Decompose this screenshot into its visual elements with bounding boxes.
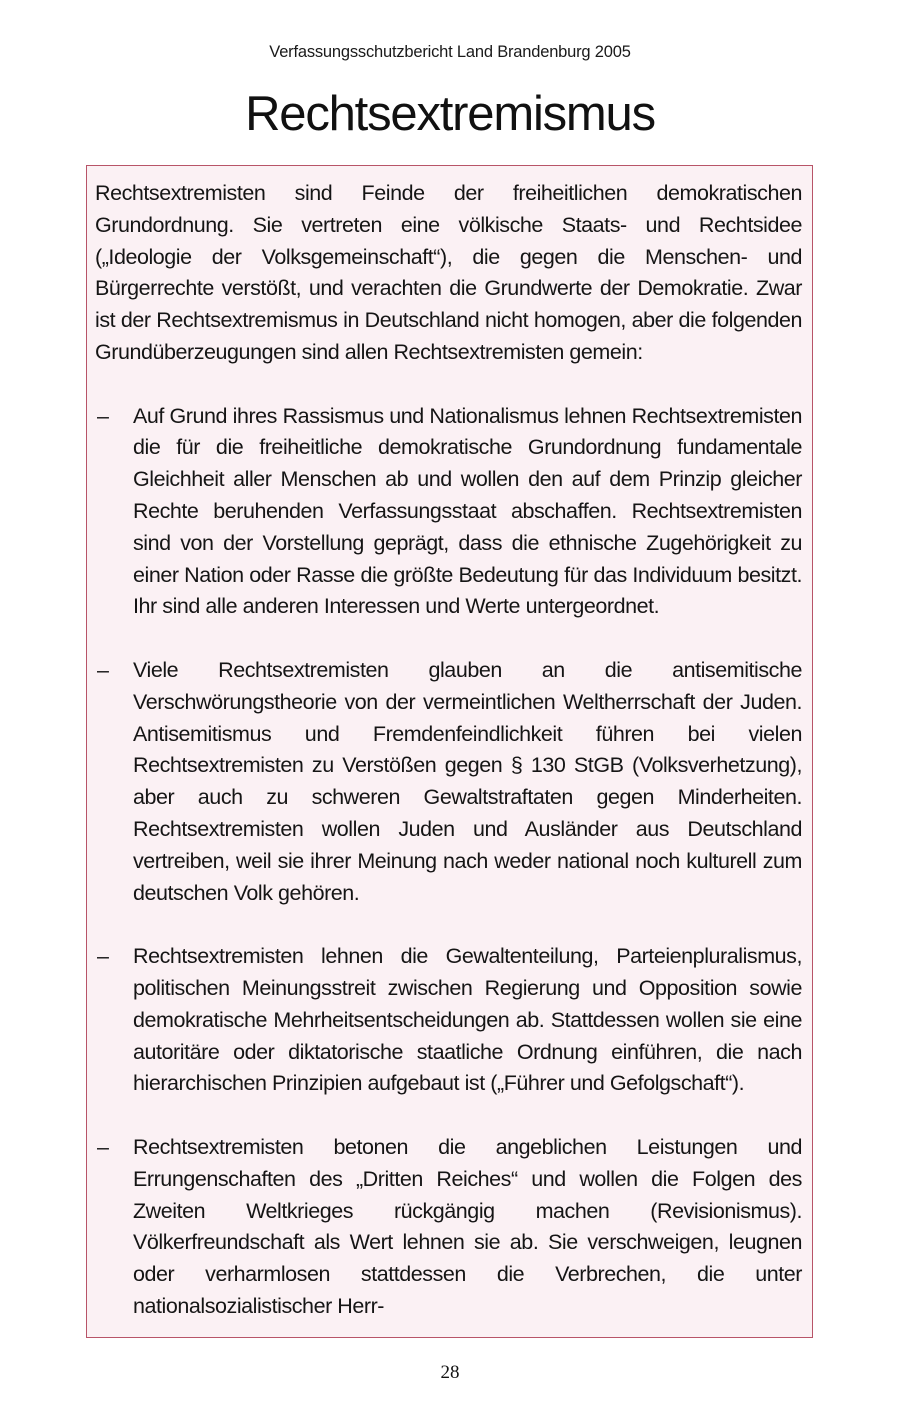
dash-icon: – — [97, 1134, 109, 1159]
list-item — [95, 655, 802, 909]
list-item — [95, 401, 802, 624]
list-item-text: Viele Rechtsextremisten glauben an die antisemitische Verschwörungstheorie von der vermeintlichen Weltherrschaft der Juden. Antisemitismus und Fremdenfeindlichkeit führen bei vielen Rechtsextremisten zu Verstößen gegen § 130 StGB (Volksverhetzung), aber auch zu schweren Gewaltstraftaten gegen Minderheiten. Rechtsextremisten wollen Juden und Ausländer aus Deutschland vertreiben, weil sie ihrer Meinung nach weder national noch kulturell zum deutschen Volk gehören. — [133, 657, 802, 905]
info-box-content — [95, 178, 802, 1323]
list-item — [95, 941, 802, 1100]
list-item-text: Rechtsextremisten lehnen die Gewaltenteilung, Parteienpluralismus, politischen Meinungsstreit zwischen Regierung und Opposition sowie demokratische Mehrheitsentscheidungen ab. Stattdessen wollen sie eine autoritäre oder diktatorische staatliche Ordnung einführen, die nach hierarchischen Prinzipien aufgebaut ist („Führer und Gefolgschaft“). — [133, 944, 802, 1096]
info-box — [86, 165, 813, 1338]
list-item-text: Auf Grund ihres Rassismus und Nationalismus lehnen Rechtsextremisten die für die freiheitliche demokratische Grundordnung fundamentale Gleichheit aller Menschen ab und wollen den auf dem Prinzip gleicher Rechte beruhenden Verfassungsstaat abschaffen. Rechtsextremisten sind von der Vorstellung geprägt, dass die ethnische Zugehörigkeit zu einer Nation oder Rasse die größte Bedeutung für das Individuum besitzt. Ihr sind alle anderen Interessen und Werte untergeordnet. — [133, 403, 802, 619]
page-number: 28 — [440, 1362, 460, 1383]
list-item-text: Rechtsextremisten betonen die angeblichen Leistungen und Errungenschaften des „Dritten Reiches“ und wollen die Folgen des Zweiten Weltkrieges rückgängig machen (Revisionismus). Völkerfreundschaft als Wert lehnen sie ab. Sie verschweigen, leugnen oder verharmlosen stattdessen die Verbrechen, die unter nationalsozialistischer Herr- — [133, 1134, 802, 1318]
bullet-list — [95, 401, 802, 1323]
intro-paragraph: Rechtsextremisten sind Feinde der freiheitlichen demokratischen Grundordnung. Sie vertreten eine völkische Staats- und Rechtsidee („Ideologie der Volksgemeinschaft“), die gegen die Menschen- und Bürgerrechte verstößt, und verachten die Grundwerte der Demokratie. Zwar ist der Rechtsextremismus in Deutschland nicht homogen, aber die folgenden Grundüberzeugungen sind allen Rechtsextremisten gemein: — [95, 181, 802, 364]
dash-icon: – — [97, 657, 109, 682]
dash-icon: – — [97, 944, 109, 969]
running-header: Verfassungsschutzbericht Land Brandenburg 2005 — [269, 43, 631, 61]
dash-icon: – — [97, 403, 109, 428]
page-title: Rechtsextremismus — [245, 87, 655, 141]
list-item — [95, 1132, 802, 1323]
